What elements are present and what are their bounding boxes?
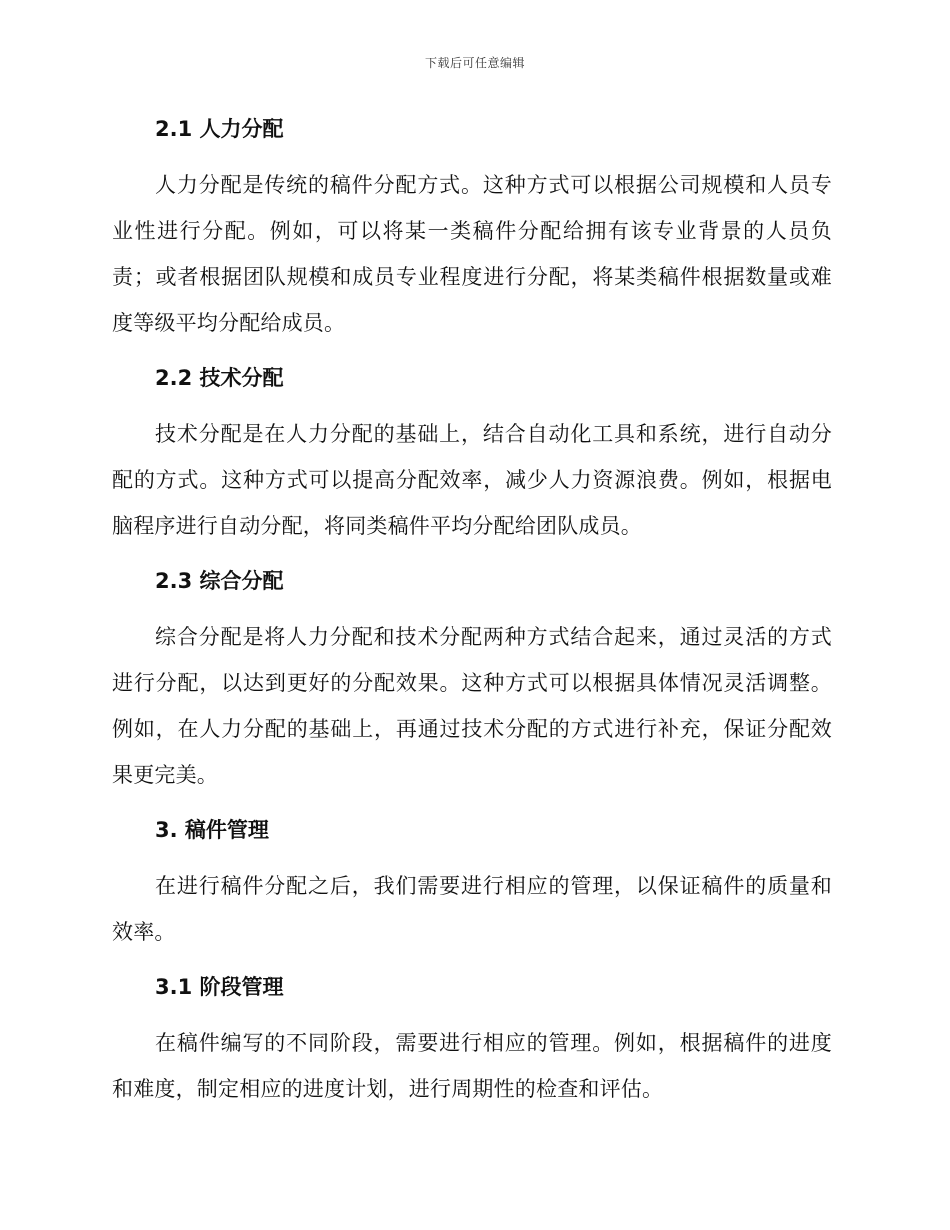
section-heading-3-1: 3.1 阶段管理: [155, 975, 284, 999]
section-paragraph-3-1: 在稿件编写的不同阶段，需要进行相应的管理。例如，根据稿件的进度和难度，制定相应的进度计划，进行周期性的检查和评估。: [112, 1031, 832, 1101]
section-paragraph-2-2: 技术分配是在人力分配的基础上，结合自动化工具和系统，进行自动分配的方式。这种方式可以提高分配效率，减少人力资源浪费。例如，根据电脑程序进行自动分配，将同类稿件平均分配给团队成员。: [112, 422, 832, 538]
section-heading-2-1: 2.1 人力分配: [155, 117, 284, 141]
section-heading-2-2: 2.2 技术分配: [155, 366, 284, 390]
section-heading-2-3: 2.3 综合分配: [155, 569, 284, 593]
page-header: 下载后可任意编辑: [424, 56, 525, 70]
section-paragraph-2-1: 人力分配是传统的稿件分配方式。这种方式可以根据公司规模和人员专业性进行分配。例如，可以将某一类稿件分配给拥有该专业背景的人员负责；或者根据团队规模和成员专业程度进行分配，将某类稿件根据数量或难度等级平均分配给成员。: [112, 173, 832, 335]
document-body: [112, 107, 832, 1112]
section-paragraph-2-3: 综合分配是将人力分配和技术分配两种方式结合起来，通过灵活的方式进行分配，以达到更好的分配效果。这种方式可以根据具体情况灵活调整。例如，在人力分配的基础上，再通过技术分配的方式进行补充，保证分配效果更完美。: [112, 625, 832, 787]
section-heading-3: 3. 稿件管理: [155, 818, 269, 842]
section-paragraph-3: 在进行稿件分配之后，我们需要进行相应的管理，以保证稿件的质量和效率。: [112, 874, 832, 944]
